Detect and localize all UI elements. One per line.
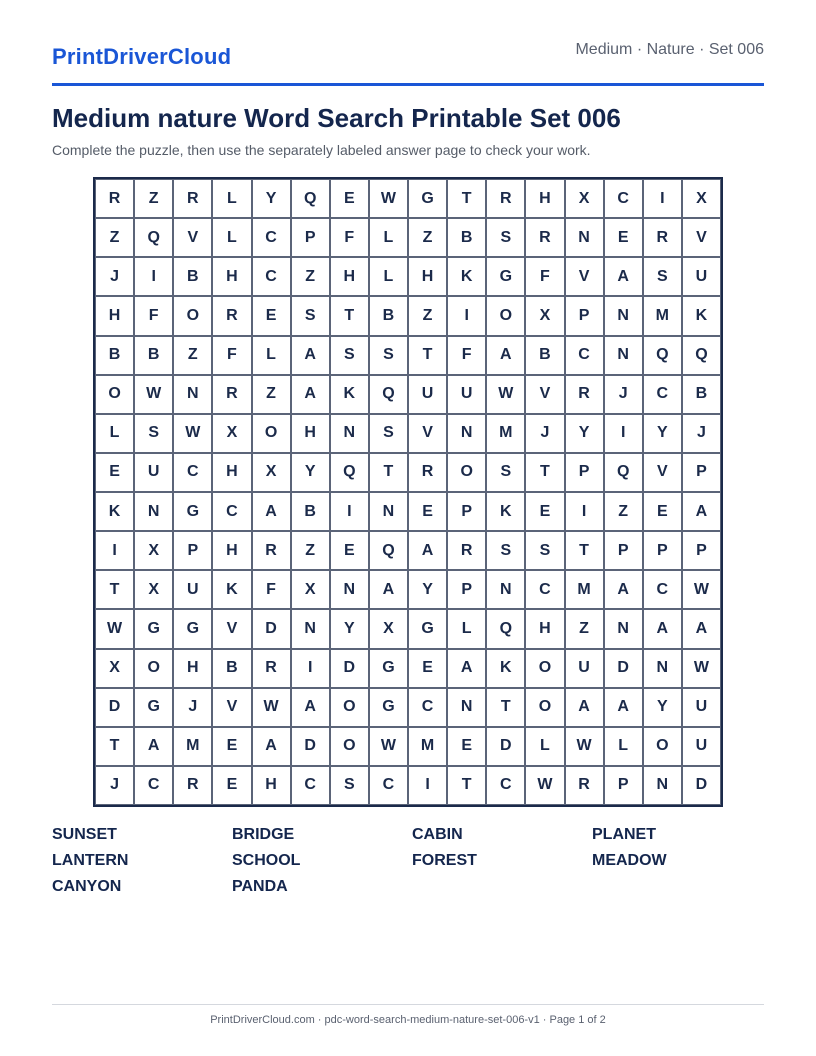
- grid-cell: S: [330, 766, 369, 805]
- grid-cell: U: [682, 257, 721, 296]
- grid-cell: E: [604, 218, 643, 257]
- grid-cell: W: [252, 688, 291, 727]
- grid-cell: K: [486, 492, 525, 531]
- grid-cell: G: [134, 609, 173, 648]
- grid-cell: T: [486, 688, 525, 727]
- grid-cell: I: [95, 531, 134, 570]
- grid-cell: F: [447, 336, 486, 375]
- grid-cell: C: [369, 766, 408, 805]
- grid-cell: C: [643, 570, 682, 609]
- grid-cell: T: [95, 570, 134, 609]
- grid-cell: E: [252, 296, 291, 335]
- grid-cell: T: [95, 727, 134, 766]
- grid-cell: X: [134, 570, 173, 609]
- grid-cell: A: [291, 375, 330, 414]
- grid-cell: K: [447, 257, 486, 296]
- grid-cell: Z: [604, 492, 643, 531]
- grid-cell: W: [682, 570, 721, 609]
- grid-cell: E: [447, 727, 486, 766]
- grid-cell: L: [252, 336, 291, 375]
- grid-cell: L: [604, 727, 643, 766]
- grid-cell: L: [447, 609, 486, 648]
- page-title: Medium nature Word Search Printable Set 006: [52, 103, 621, 133]
- grid-cell: R: [486, 179, 525, 218]
- grid-cell: V: [408, 414, 447, 453]
- grid-cell: S: [486, 531, 525, 570]
- grid-cell: N: [643, 649, 682, 688]
- grid-cell: O: [643, 727, 682, 766]
- word-search-grid: [93, 177, 723, 807]
- grid-cell: R: [212, 375, 251, 414]
- grid-cell: A: [447, 649, 486, 688]
- grid-cell: Q: [369, 375, 408, 414]
- grid-cell: J: [604, 375, 643, 414]
- grid-cell: J: [95, 766, 134, 805]
- grid-cell: N: [447, 688, 486, 727]
- page-subtitle: Complete the puzzle, then use the separately labeled answer page to check your work.: [52, 142, 591, 158]
- grid-cell: R: [643, 218, 682, 257]
- grid-cell: Z: [291, 257, 330, 296]
- grid-cell: E: [330, 531, 369, 570]
- grid-cell: Y: [291, 453, 330, 492]
- grid-cell: F: [330, 218, 369, 257]
- grid-cell: E: [643, 492, 682, 531]
- grid-cell: K: [212, 570, 251, 609]
- grid-cell: I: [408, 766, 447, 805]
- grid-cell: B: [95, 336, 134, 375]
- grid-cell: U: [173, 570, 212, 609]
- grid-cell: N: [173, 375, 212, 414]
- grid-cell: H: [212, 531, 251, 570]
- grid-cell: H: [291, 414, 330, 453]
- grid-cell: N: [447, 414, 486, 453]
- grid-cell: A: [604, 257, 643, 296]
- grid-cell: A: [252, 727, 291, 766]
- grid-cell: W: [486, 375, 525, 414]
- grid-cell: A: [291, 688, 330, 727]
- grid-cell: J: [525, 414, 564, 453]
- grid-cell: W: [134, 375, 173, 414]
- grid-cell: W: [369, 727, 408, 766]
- grid-cell: U: [682, 688, 721, 727]
- grid-cell: W: [682, 649, 721, 688]
- grid-cell: C: [486, 766, 525, 805]
- grid-cell: C: [408, 688, 447, 727]
- grid-cell: B: [525, 336, 564, 375]
- grid-cell: Z: [173, 336, 212, 375]
- grid-cell: B: [369, 296, 408, 335]
- grid-cell: S: [291, 296, 330, 335]
- grid-cell: Z: [252, 375, 291, 414]
- grid-cell: Q: [486, 609, 525, 648]
- grid-cell: D: [252, 609, 291, 648]
- header-divider: [52, 83, 764, 86]
- grid-cell: R: [525, 218, 564, 257]
- grid-cell: Q: [604, 453, 643, 492]
- grid-cell: X: [565, 179, 604, 218]
- grid-cell: U: [565, 649, 604, 688]
- grid-cell: B: [134, 336, 173, 375]
- grid-cell: T: [565, 531, 604, 570]
- grid-cell: K: [330, 375, 369, 414]
- grid-cell: G: [486, 257, 525, 296]
- grid-cell: C: [173, 453, 212, 492]
- grid-cell: M: [173, 727, 212, 766]
- grid-cell: G: [369, 649, 408, 688]
- grid-cell: P: [447, 492, 486, 531]
- grid-cell: N: [330, 414, 369, 453]
- grid-cell: Z: [134, 179, 173, 218]
- grid-cell: L: [212, 179, 251, 218]
- grid-cell: F: [252, 570, 291, 609]
- grid-cell: I: [291, 649, 330, 688]
- grid-cell: N: [565, 218, 604, 257]
- word-list-item: FOREST: [412, 852, 477, 869]
- grid-cell: M: [408, 727, 447, 766]
- grid-cell: G: [173, 492, 212, 531]
- grid-cell: G: [408, 179, 447, 218]
- grid-cell: P: [604, 766, 643, 805]
- word-list: [52, 826, 772, 904]
- grid-cell: K: [486, 649, 525, 688]
- grid-cell: V: [682, 218, 721, 257]
- grid-cell: J: [682, 414, 721, 453]
- grid-cell: P: [682, 453, 721, 492]
- grid-cell: R: [565, 375, 604, 414]
- grid-cell: B: [682, 375, 721, 414]
- word-list-item: LANTERN: [52, 852, 129, 869]
- grid-cell: R: [212, 296, 251, 335]
- grid-cell: S: [369, 336, 408, 375]
- grid-cell: D: [486, 727, 525, 766]
- grid-cell: R: [95, 179, 134, 218]
- grid-cell: I: [447, 296, 486, 335]
- grid-cell: L: [212, 218, 251, 257]
- grid-cell: U: [134, 453, 173, 492]
- grid-cell: C: [565, 336, 604, 375]
- grid-cell: S: [486, 218, 525, 257]
- grid-cell: L: [369, 257, 408, 296]
- grid-cell: C: [604, 179, 643, 218]
- grid-cell: I: [643, 179, 682, 218]
- grid-cell: E: [330, 179, 369, 218]
- grid-cell: N: [643, 766, 682, 805]
- grid-cell: V: [525, 375, 564, 414]
- grid-cell: L: [525, 727, 564, 766]
- grid-cell: J: [173, 688, 212, 727]
- grid-cell: E: [212, 766, 251, 805]
- page-footer: PrintDriverCloud.com · pdc-word-search-medium-nature-set-006-v1 · Page 1 of 2: [210, 1014, 606, 1026]
- grid-cell: O: [525, 688, 564, 727]
- grid-cell: S: [643, 257, 682, 296]
- grid-cell: W: [369, 179, 408, 218]
- grid-cell: Q: [643, 336, 682, 375]
- grid-cell: O: [447, 453, 486, 492]
- grid-cell: Y: [408, 570, 447, 609]
- grid-cell: T: [330, 296, 369, 335]
- word-list-item: MEADOW: [592, 852, 667, 869]
- grid-cell: R: [447, 531, 486, 570]
- grid-cell: U: [682, 727, 721, 766]
- grid-cell: X: [682, 179, 721, 218]
- grid-cell: E: [95, 453, 134, 492]
- grid-cell: N: [330, 570, 369, 609]
- grid-cell: I: [565, 492, 604, 531]
- grid-cell: M: [486, 414, 525, 453]
- grid-cell: C: [252, 218, 291, 257]
- grid-cell: K: [682, 296, 721, 335]
- grid-cell: S: [486, 453, 525, 492]
- grid-cell: G: [408, 609, 447, 648]
- grid-cell: B: [291, 492, 330, 531]
- grid-cell: T: [369, 453, 408, 492]
- grid-cell: Z: [408, 296, 447, 335]
- grid-cell: O: [330, 727, 369, 766]
- grid-cell: F: [212, 336, 251, 375]
- grid-cell: H: [212, 257, 251, 296]
- grid-cell: R: [173, 179, 212, 218]
- grid-cell: X: [291, 570, 330, 609]
- grid-cell: N: [604, 296, 643, 335]
- grid-cell: F: [525, 257, 564, 296]
- grid-cell: R: [252, 531, 291, 570]
- grid-cell: F: [134, 296, 173, 335]
- grid-cell: T: [447, 179, 486, 218]
- grid-cell: A: [643, 609, 682, 648]
- grid-cell: V: [643, 453, 682, 492]
- grid-cell: T: [525, 453, 564, 492]
- grid-cell: A: [134, 727, 173, 766]
- grid-cell: X: [369, 609, 408, 648]
- grid-cell: D: [682, 766, 721, 805]
- grid-cell: P: [682, 531, 721, 570]
- grid-cell: G: [134, 688, 173, 727]
- grid-cell: I: [134, 257, 173, 296]
- grid-cell: W: [565, 727, 604, 766]
- grid-cell: D: [604, 649, 643, 688]
- grid-cell: P: [604, 531, 643, 570]
- grid-cell: L: [95, 414, 134, 453]
- grid-cell: P: [447, 570, 486, 609]
- grid-cell: A: [486, 336, 525, 375]
- grid-cell: C: [643, 375, 682, 414]
- grid-cell: I: [604, 414, 643, 453]
- grid-cell: X: [252, 453, 291, 492]
- grid-cell: S: [525, 531, 564, 570]
- grid-cell: E: [408, 649, 447, 688]
- grid-cell: V: [212, 688, 251, 727]
- grid-cell: B: [173, 257, 212, 296]
- grid-cell: Z: [565, 609, 604, 648]
- grid-cell: N: [134, 492, 173, 531]
- grid-cell: Z: [408, 218, 447, 257]
- grid-cell: R: [173, 766, 212, 805]
- grid-cell: I: [330, 492, 369, 531]
- grid-cell: O: [95, 375, 134, 414]
- grid-cell: Z: [291, 531, 330, 570]
- grid-cell: N: [291, 609, 330, 648]
- footer-divider: [52, 1004, 764, 1005]
- grid-cell: B: [447, 218, 486, 257]
- grid-cell: V: [173, 218, 212, 257]
- grid-cell: C: [212, 492, 251, 531]
- grid-cell: A: [682, 492, 721, 531]
- grid-cell: Y: [643, 414, 682, 453]
- grid-cell: B: [212, 649, 251, 688]
- grid-cell: D: [291, 727, 330, 766]
- grid-cell: N: [604, 336, 643, 375]
- grid-cell: G: [173, 609, 212, 648]
- grid-cell: R: [565, 766, 604, 805]
- grid-cell: Y: [643, 688, 682, 727]
- grid-cell: H: [173, 649, 212, 688]
- grid-cell: Q: [134, 218, 173, 257]
- grid-cell: E: [525, 492, 564, 531]
- grid-cell: Q: [369, 531, 408, 570]
- grid-cell: R: [252, 649, 291, 688]
- grid-cell: A: [408, 531, 447, 570]
- grid-cell: A: [604, 570, 643, 609]
- grid-cell: E: [408, 492, 447, 531]
- word-list-item: BRIDGE: [232, 826, 295, 843]
- grid-cell: M: [643, 296, 682, 335]
- word-list-item: PLANET: [592, 826, 656, 843]
- grid-cell: Q: [682, 336, 721, 375]
- grid-cell: D: [95, 688, 134, 727]
- grid-cell: Y: [252, 179, 291, 218]
- grid-cell: S: [330, 336, 369, 375]
- brand-logo: PrintDriverCloud: [52, 44, 232, 69]
- grid-cell: H: [525, 609, 564, 648]
- grid-cell: H: [408, 257, 447, 296]
- word-list-item: CABIN: [412, 826, 463, 843]
- grid-cell: N: [486, 570, 525, 609]
- grid-cell: U: [447, 375, 486, 414]
- grid-cell: N: [604, 609, 643, 648]
- grid-cell: A: [369, 570, 408, 609]
- word-list-item: PANDA: [232, 878, 288, 895]
- grid-cell: O: [525, 649, 564, 688]
- grid-cell: Q: [330, 453, 369, 492]
- grid-cell: W: [95, 609, 134, 648]
- grid-cell: H: [525, 179, 564, 218]
- grid-cell: T: [447, 766, 486, 805]
- grid-cell: R: [408, 453, 447, 492]
- grid-cell: W: [525, 766, 564, 805]
- grid-cell: M: [565, 570, 604, 609]
- grid-cell: A: [252, 492, 291, 531]
- grid-cell: K: [95, 492, 134, 531]
- grid-cell: G: [369, 688, 408, 727]
- grid-cell: P: [291, 218, 330, 257]
- grid-cell: C: [291, 766, 330, 805]
- grid-cell: P: [173, 531, 212, 570]
- grid-cell: C: [525, 570, 564, 609]
- word-list-item: SUNSET: [52, 826, 117, 843]
- grid-cell: A: [682, 609, 721, 648]
- grid-cell: Y: [330, 609, 369, 648]
- grid-cell: H: [252, 766, 291, 805]
- grid-cell: O: [173, 296, 212, 335]
- grid-cell: C: [252, 257, 291, 296]
- grid-cell: S: [369, 414, 408, 453]
- grid-cell: O: [486, 296, 525, 335]
- grid-cell: H: [212, 453, 251, 492]
- grid-cell: W: [173, 414, 212, 453]
- grid-cell: O: [134, 649, 173, 688]
- grid-cell: Q: [291, 179, 330, 218]
- grid-cell: O: [330, 688, 369, 727]
- grid-cell: V: [212, 609, 251, 648]
- grid-cell: X: [525, 296, 564, 335]
- grid-cell: H: [95, 296, 134, 335]
- grid-cell: A: [565, 688, 604, 727]
- grid-cell: Y: [565, 414, 604, 453]
- grid-cell: X: [134, 531, 173, 570]
- grid-cell: O: [252, 414, 291, 453]
- grid-cell: Z: [95, 218, 134, 257]
- word-list-item: CANYON: [52, 878, 122, 895]
- grid-cell: L: [369, 218, 408, 257]
- grid-cell: P: [643, 531, 682, 570]
- grid-cell: A: [604, 688, 643, 727]
- grid-cell: U: [408, 375, 447, 414]
- grid-cell: A: [291, 336, 330, 375]
- grid-cell: D: [330, 649, 369, 688]
- grid-cell: S: [134, 414, 173, 453]
- grid-cell: X: [95, 649, 134, 688]
- grid-cell: P: [565, 453, 604, 492]
- word-list-item: SCHOOL: [232, 852, 301, 869]
- grid-cell: N: [369, 492, 408, 531]
- puzzle-meta: Medium · Nature · Set 006: [575, 41, 764, 58]
- grid-cell: J: [95, 257, 134, 296]
- grid-cell: E: [212, 727, 251, 766]
- grid-cell: H: [330, 257, 369, 296]
- grid-cell: C: [134, 766, 173, 805]
- grid-cell: X: [212, 414, 251, 453]
- grid-cell: V: [565, 257, 604, 296]
- grid-cell: P: [565, 296, 604, 335]
- grid-cell: T: [408, 336, 447, 375]
